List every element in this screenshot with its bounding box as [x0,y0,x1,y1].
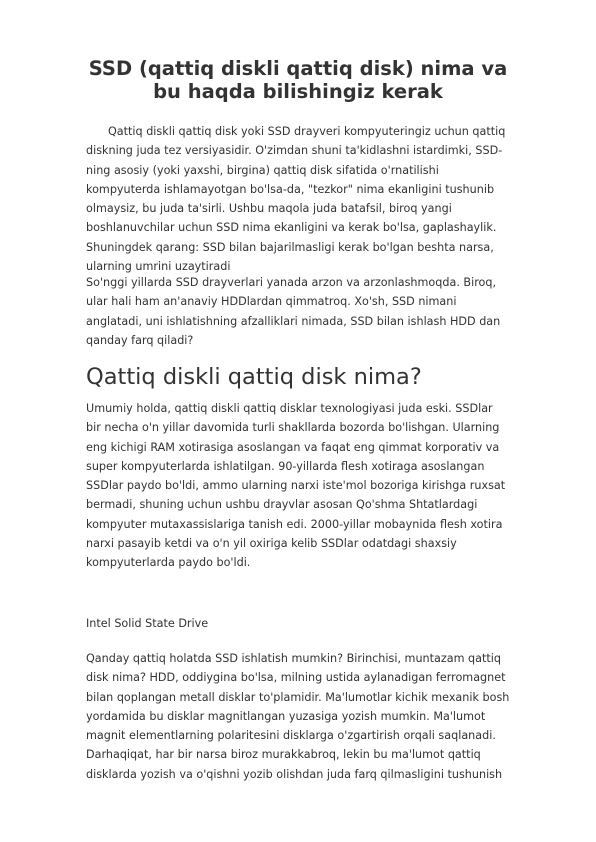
final-paragraph: Qanday qattiq holatda SSD ishlatish mumkin? Birinchisi, muntazam qattiq disk nima? HDD, oddiygina bo'lsa, milning ustida aylanadigan ferromagnet bilan qoplangan metall disklar to'plamidir. Ma'lumotlar kichik mexanik bosh yordamida bu disklar magnitlangan yuzasiga yozish mumkin. Ma'lumot magnit elementlarning polaritesini disklarga o'zgartirish orqali saqlanadi. Darhaqiqat, har bir narsa biroz murakkabroq, lekin bu ma'lumot qattiq disklarda yozish va o'qishni yozib olishdan juda farq qilmasligini tushunish [86,652,510,781]
image-caption: Intel Solid State Drive [86,617,209,630]
section-paragraph: Umumiy holda, qattiq diskli qattiq disklar texnologiyasi juda eski. SSDlar bir necha o'n yillar davomida turli shakllarda bozorda bo'lishgan. Ularning eng kichigi RAM xotirasiga asoslangan va faqat eng qimmat korporativ va super kompyuterlarda ishlatilgan. 90-yillarda flesh xotiraga asoslangan SSDlar paydo bo'ldi, ammo ularning narxi iste'mol bozoriga kirishga ruxsat bermadi, shuning uchun ushbu drayvlar asosan Qo'shma Shtatlardagi kompyuter mutaxassislariga tanish edi. 2000-yillar mobaynida flesh xotira narxi pasayib ketdi va o'n yil oxiriga kelib SSDlar odatdagi shaxsiy kompyuterlarda paydo bo'ldi. [86,402,506,570]
document-title: SSD (qattiq diskli qattiq disk) nima va bu haqda bilishingiz kerak [88,57,508,103]
intro-paragraph: Qattiq diskli qattiq disk yoki SSD drayveri kompyuteringiz uchun qattiq diskning juda tez versiyasidir. O'zimdan shuni ta'kidlashni istardimki, SSD-ning asosiy (yoki yaxshi, birgina) qattiq disk sifatida o'rnatilishi kompyuterda ishlamayotgan bo'lsa-da, "tezkor" nima ekanligini tushunib olmaysiz, bu juda ta'sirli. Ushbu maqola juda batafsil, biroq yangi boshlanuvchilar uchun SSD nima ekanligini va kerak bo'lsa, gaplashaylik. Shuningdek qarang: SSD bilan bajarilmasligi kerak bo'lgan beshta narsa, ularning umrini uzaytiradi [86,125,506,274]
section-heading: Qattiq diskli qattiq disk nima? [86,364,422,390]
second-paragraph: So'nggi yillarda SSD drayverlari yanada arzon va arzonlashmoqda. Biroq, ular hali ham an'anaviy HDDlardan qimmatroq. Xo'sh, SSD nimani anglatadi, uni ishlatishning afzalliklari nimada, SSD bilan ishlash HDD dan qanday farq qiladi? [86,276,501,347]
